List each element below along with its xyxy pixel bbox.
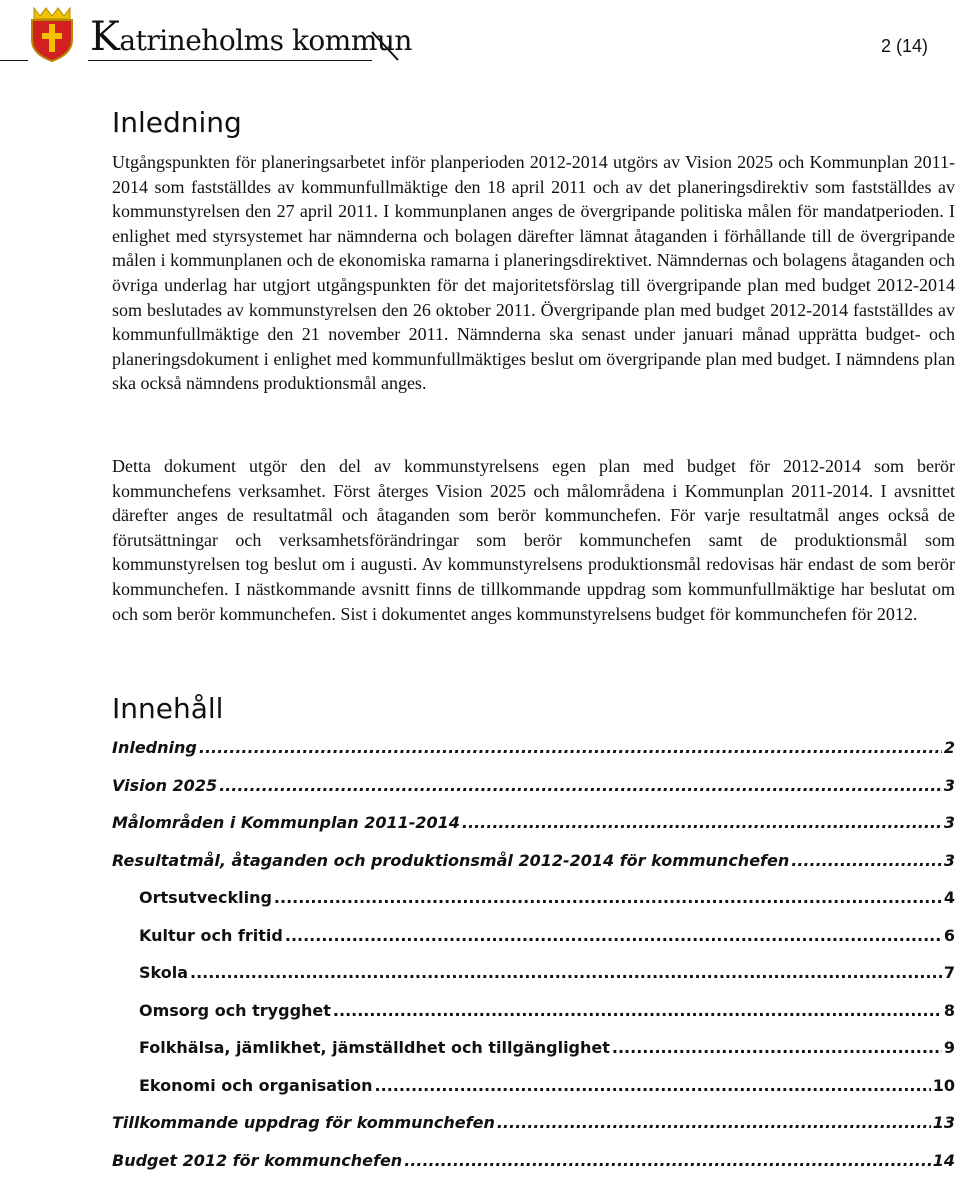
header-slash-icon: [370, 30, 408, 62]
toc-entry-title: Vision 2025: [112, 776, 217, 795]
toc-dot-leader: [375, 1076, 931, 1095]
organization-name: Katrineholms kommun: [90, 14, 412, 60]
toc-entry[interactable]: [112, 1076, 955, 1114]
section-heading-inledning: Inledning: [112, 106, 242, 139]
toc-entry-title: Ekonomi och organisation: [139, 1076, 373, 1095]
toc-entry[interactable]: [112, 963, 955, 1001]
toc-entry-page: 6: [944, 926, 955, 945]
toc-dot-leader: [462, 813, 942, 832]
intro-paragraph-1: Utgångspunkten för planeringsarbetet inför planperioden 2012-2014 utgörs av Vision 2025 och Kommunplan 2011-2014 som fastställdes av kommunfullmäktige den 18 april 2011 och av det planeringsdirektiv som fastställdes av kommunstyrelsen den 27 april 2011. I kommunplanen anges de övergripande politiska målen för mandatperioden. I enlighet med styrsystemet har nämnderna och bolagen därefter lämnat åtaganden i förhållande till de övergripande målen i kommunplanen och de ekonomiska ramarna i planeringsdirektivet. Nämndernas och bolagens åtaganden och övriga underlag har utgjort utgångspunkten för det majoritetsförslag till övergripande plan med budget 2012-2014 som beslutades av kommunstyrelsen den 26 oktober 2011. Övergripande plan med budget 2012-2014 fastställdes av kommunfullmäktige den 21 november 2011. Nämnderna ska senast under januari månad upprätta budget- och planeringsdokument i enlighet med kommunfullmäktiges beslut om övergripande plan med budget. I nämndens plan ska också nämndens produktionsmål anges.: [112, 150, 955, 396]
toc-entry-title: Ortsutveckling: [139, 888, 272, 907]
toc-dot-leader: [219, 776, 942, 795]
toc-entry-page: 13: [933, 1113, 955, 1132]
toc-entry-page: 3: [944, 813, 955, 832]
toc-entry[interactable]: [112, 738, 955, 776]
table-of-contents: [112, 738, 955, 1188]
toc-dot-leader: [274, 888, 942, 907]
toc-entry-title: Folkhälsa, jämlikhet, jämställdhet och tillgänglighet: [139, 1038, 610, 1057]
toc-dot-leader: [791, 851, 942, 870]
toc-entry-title: Omsorg och trygghet: [139, 1001, 331, 1020]
toc-entry[interactable]: [112, 1038, 955, 1076]
toc-entry[interactable]: [112, 776, 955, 814]
toc-entry-page: 9: [944, 1038, 955, 1057]
toc-entry-title: Kultur och fritid: [139, 926, 283, 945]
toc-entry[interactable]: [112, 1001, 955, 1039]
toc-entry-title: Inledning: [112, 738, 197, 757]
toc-dot-leader: [404, 1151, 931, 1170]
page-number: 2 (14): [881, 36, 928, 57]
toc-entry-page: 14: [933, 1151, 955, 1170]
toc-entry-title: Målområden i Kommunplan 2011-2014: [112, 813, 460, 832]
toc-entry-page: 3: [944, 776, 955, 795]
toc-entry[interactable]: [112, 813, 955, 851]
toc-dot-leader: [199, 738, 942, 757]
toc-entry[interactable]: [112, 888, 955, 926]
toc-entry[interactable]: [112, 1113, 955, 1151]
header-rule-left: [0, 60, 28, 61]
toc-entry-title: Resultatmål, åtaganden och produktionsmål 2012-2014 för kommunchefen: [112, 851, 789, 870]
toc-entry-title: Skola: [139, 963, 188, 982]
toc-entry[interactable]: [112, 1151, 955, 1188]
toc-entry[interactable]: [112, 926, 955, 964]
municipal-crest-icon: [30, 6, 74, 62]
toc-dot-leader: [612, 1038, 942, 1057]
toc-entry-page: 3: [944, 851, 955, 870]
toc-dot-leader: [333, 1001, 942, 1020]
toc-entry-title: Budget 2012 för kommunchefen: [112, 1151, 402, 1170]
toc-dot-leader: [285, 926, 942, 945]
toc-entry-page: 2: [944, 738, 955, 757]
toc-entry-page: 10: [933, 1076, 955, 1095]
toc-dot-leader: [190, 963, 942, 982]
header-rule-right: [88, 60, 372, 61]
toc-entry-page: 4: [944, 888, 955, 907]
toc-entry-page: 8: [944, 1001, 955, 1020]
toc-entry-page: 7: [944, 963, 955, 982]
toc-entry[interactable]: [112, 851, 955, 889]
toc-dot-leader: [497, 1113, 931, 1132]
intro-paragraph-2: Detta dokument utgör den del av kommunstyrelsens egen plan med budget för 2012-2014 som berör kommunchefens verksamhet. Först återges Vision 2025 och målområdena i Kommunplan 2011-2014. I avsnittet därefter anges de resultatmål och åtaganden som berör kommunchefen. För varje resultatmål anges också de förutsättningar och verksamhetsförändringar som berör kommunchefen samt de produktionsmål som kommunstyrelsen tog beslut om i augusti. Av kommunstyrelsens produktionsmål redovisas här endast de som berör kommunchefen. I nästkommande avsnitt finns de tillkommande uppdrag som kommunfullmäktige har beslutat om och som berör kommunchefen. Sist i dokumentet anges kommunstyrelsens budget för kommunchefen för 2012.: [112, 454, 955, 626]
page-header: [0, 0, 960, 70]
toc-heading: Innehåll: [112, 692, 223, 725]
toc-entry-title: Tillkommande uppdrag för kommunchefen: [112, 1113, 495, 1132]
